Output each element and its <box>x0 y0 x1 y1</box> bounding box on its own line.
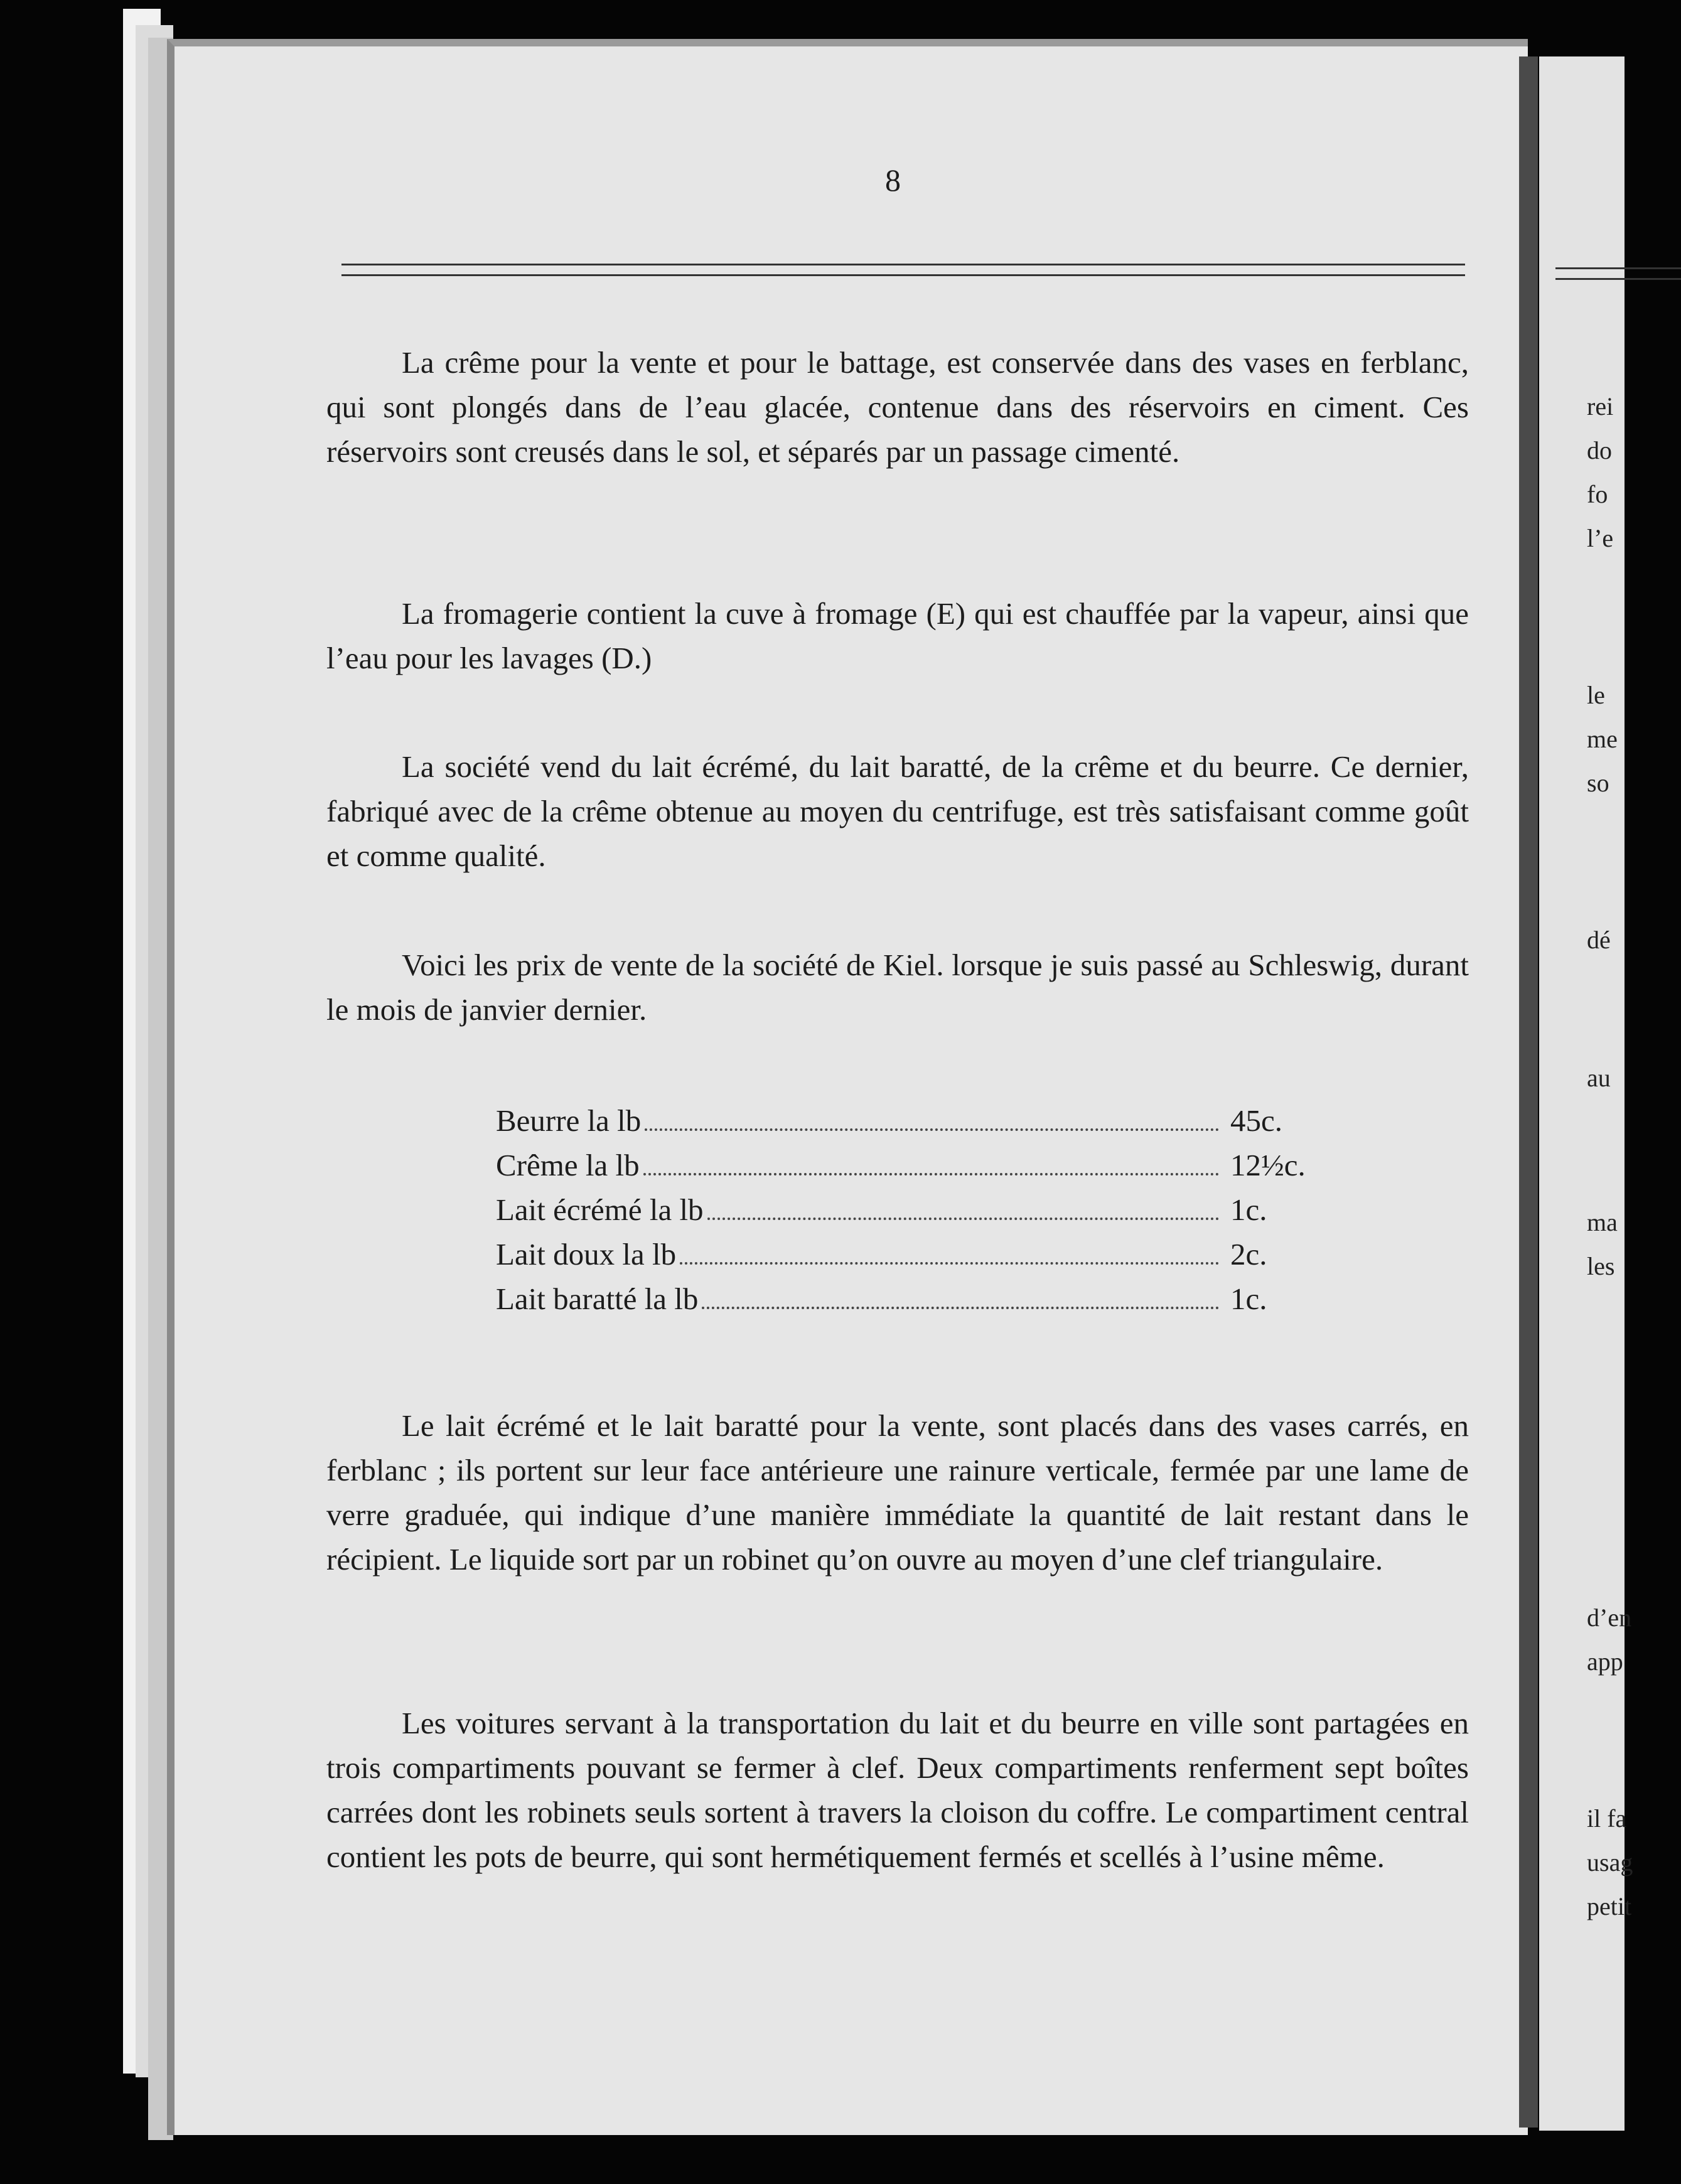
next-page-fragment: usag <box>1587 1848 1633 1876</box>
price-item: Crême la lb <box>496 1148 640 1182</box>
price-item: Lait baratté la lb <box>496 1282 699 1316</box>
next-page-fragment: rei <box>1587 392 1614 420</box>
dot-leader <box>680 1262 1219 1265</box>
page-number: 8 <box>885 163 901 198</box>
next-page-rule <box>1555 267 1681 280</box>
price-value: 1c. <box>1230 1192 1267 1227</box>
paragraph-cream-storage: La crême pour la vente et pour le battage, est conservée dans des vases en ferblanc, qui sont plongés dans de l’eau glacée, contenue dans des réservoirs en ciment. Ces réservoirs sont creusés dans le sol, et séparés par un passage cimenté. <box>326 345 1469 469</box>
next-page-fragment: l’e <box>1587 524 1614 552</box>
next-page-fragment: me <box>1587 725 1618 753</box>
next-page-fragment: dé <box>1587 926 1611 954</box>
price-value: 1c. <box>1230 1282 1267 1316</box>
dot-leader <box>707 1218 1219 1220</box>
paragraph-price-intro: Voici les prix de vente de la société de Kiel. lorsque je suis passé au Schleswig, durant le mois de janvier dernier. <box>326 948 1469 1027</box>
next-page-fragment: app <box>1587 1647 1623 1676</box>
price-value: 12½c. <box>1230 1148 1306 1182</box>
dot-leader <box>645 1128 1219 1131</box>
paragraph-cheese-room: La fromagerie contient la cuve à fromage (E) qui est chauffée par la vapeur, ainsi que l’eau pour les lavages (D.) <box>326 596 1469 675</box>
price-row <box>496 1143 1306 1187</box>
next-page-fragment: do <box>1587 436 1612 464</box>
price-row <box>496 1232 1306 1277</box>
dot-leader <box>643 1173 1219 1175</box>
next-page-edge <box>1539 56 1633 2131</box>
price-row <box>496 1098 1306 1143</box>
next-page-fragment: petit <box>1587 1892 1632 1920</box>
price-item: Beurre la lb <box>496 1103 642 1138</box>
paragraph-delivery-carts: Les voitures servant à la transportation du lait et du beurre en ville sont partagées en trois compartiments pouvant se fermer à clef. Deux compartiments renferment sept boîtes carrées dont les robinets seuls sortent à travers la cloison du coffre. Le compartiment central contient les pots de beurre, qui sont hermétiquement fermés et scellés à l’usine même. <box>326 1706 1469 1874</box>
next-page-fragment: les <box>1587 1252 1615 1280</box>
price-row <box>496 1277 1306 1321</box>
price-item: Lait doux la lb <box>496 1237 677 1271</box>
next-page-fragment: so <box>1587 769 1609 797</box>
next-page-fragment: il fa <box>1587 1804 1627 1833</box>
next-page-fragment: ma <box>1587 1208 1618 1236</box>
price-item: Lait écrémé la lb <box>496 1192 704 1227</box>
price-value: 45c. <box>1230 1103 1282 1138</box>
price-list <box>496 1098 1306 1321</box>
next-page-fragment: d’en <box>1587 1603 1632 1632</box>
paragraph-products-sold: La société vend du lait écrémé, du lait baratté, de la crême et du beurre. Ce dernier, fabriqué avec de la crême obtenue au moyen du centrifuge, est très satisfaisant comme goût et comme qualité. <box>326 749 1469 873</box>
price-row <box>496 1187 1306 1232</box>
next-page-fragment: au <box>1587 1064 1611 1092</box>
book-gutter <box>1519 56 1538 2128</box>
dot-leader <box>702 1307 1219 1309</box>
next-page-fragment: le <box>1587 681 1605 709</box>
header-double-rule <box>341 264 1465 276</box>
next-page-fragment: fo <box>1587 480 1608 508</box>
paragraph-milk-vessels: Le lait écrémé et le lait baratté pour la vente, sont placés dans des vases carrés, en ferblanc ; ils portent sur leur face antérieure une rainure verticale, fermée par une lame de verre graduée, qui indique d’une manière immédiate la quantité de lait restant dans le récipient. Le liquide sort par un robinet qu’on ouvre au moyen d’une clef triangulaire. <box>326 1408 1469 1576</box>
price-value: 2c. <box>1230 1237 1267 1271</box>
